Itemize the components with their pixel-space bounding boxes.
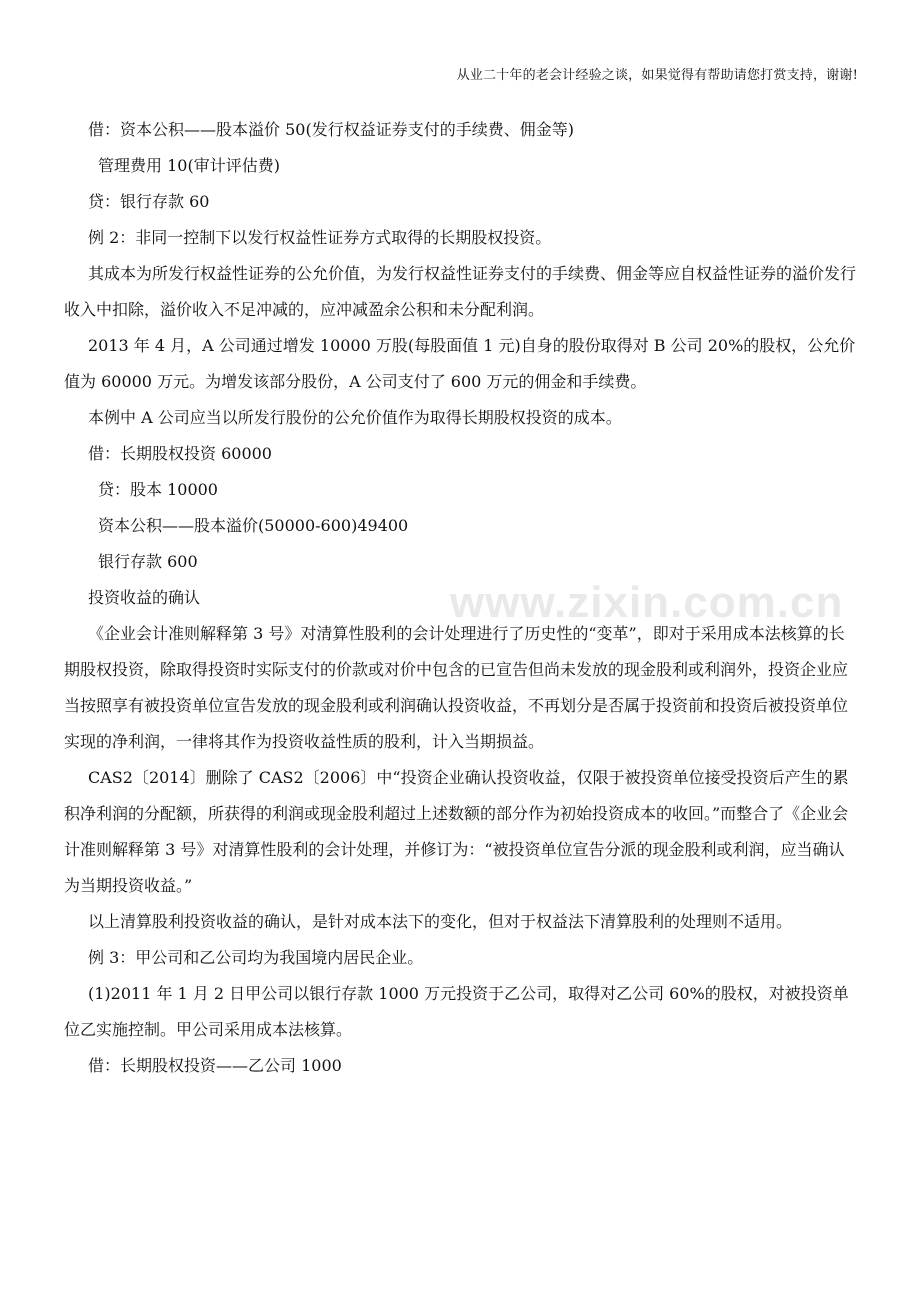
paragraph: 《企业会计准则解释第 3 号》对清算性股利的会计处理进行了历史性的“变革”，即对于采用成本法核算的长期股权投资，除取得投资时实际支付的价款或对价中包含的已宣告但尚未发放的现金股利或利润外，投资企业应当按照享有被投资单位宣告发放的现金股利或利润确认投资收益，不再划分是否属于投资前和投资后被投资单位实现的净利润，一律将其作为投资收益性质的股利，计入当期损益。: [64, 624, 849, 751]
journal-credit-line: 贷：银行存款 60: [88, 192, 210, 211]
example-heading: 例 3：甲公司和乙公司均为我国境内居民企业。: [88, 948, 424, 967]
journal-debit-line: 借：资本公积——股本溢价 50(发行权益证券支付的手续费、佣金等): [88, 120, 574, 139]
section-heading: 投资收益的确认: [88, 588, 201, 607]
paragraph: 本例中 A 公司应当以所发行股份的公允价值作为取得长期股权投资的成本。: [88, 408, 622, 427]
journal-line: 管理费用 10(审计评估费): [98, 156, 280, 175]
document-body: [64, 112, 860, 1084]
journal-line: 资本公积——股本溢价(50000-600)49400: [98, 516, 409, 535]
journal-credit-line: 贷：股本 10000: [98, 480, 218, 499]
paragraph: 以上清算股利投资收益的确认，是针对成本法下的变化，但对于权益法下清算股利的处理则不适用。: [88, 912, 793, 931]
page-header: 从业二十年的老会计经验之谈，如果觉得有帮助请您打赏支持，谢谢!: [456, 68, 858, 83]
paragraph: (1)2011 年 1 月 2 日甲公司以银行存款 1000 万元投资于乙公司，取得对乙公司 60%的股权，对被投资单位乙实施控制。甲公司采用成本法核算。: [64, 984, 849, 1039]
paragraph: CAS2〔2014〕删除了 CAS2〔2006〕中“投资企业确认投资收益，仅限于被投资单位接受投资后产生的累积净利润的分配额，所获得的利润或现金股利超过上述数额的部分作为初始投资成本的收回。”而整合了《企业会计准则解释第 3 号》对清算性股利的会计处理，并修订为：“被投资单位宣告分派的现金股利或利润，应当确认为当期投资收益。”: [64, 768, 849, 895]
example-heading: 例 2：非同一控制下以发行权益性证券方式取得的长期股权投资。: [88, 228, 552, 247]
paragraph: 其成本为所发行权益性证券的公允价值，为发行权益性证券支付的手续费、佣金等应自权益性证券的溢价发行收入中扣除，溢价收入不足冲减的，应冲减盈余公积和未分配利润。: [64, 264, 857, 319]
journal-line: 银行存款 600: [98, 552, 198, 571]
journal-debit-line: 借：长期股权投资——乙公司 1000: [88, 1056, 342, 1075]
paragraph: 2013 年 4 月，A 公司通过增发 10000 万股(每股面值 1 元)自身的股份取得对 B 公司 20%的股权，公允价值为 60000 万元。为增发该部分股份，A 公司支付了 600 万元的佣金和手续费。: [64, 336, 856, 391]
watermark: www.zixin.com.cn: [450, 578, 844, 627]
journal-debit-line: 借：长期股权投资 60000: [88, 444, 272, 463]
